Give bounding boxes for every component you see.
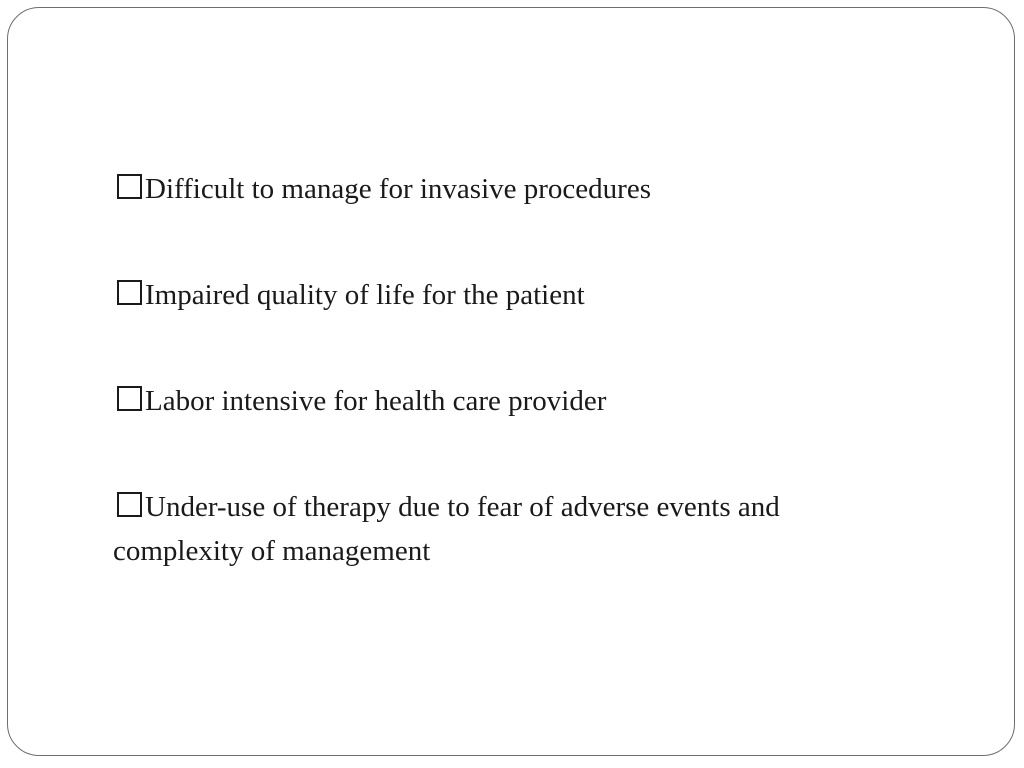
bullet-list (113, 167, 913, 635)
bullet-text: Labor intensive for health care provider (145, 385, 607, 417)
bullet-text: Difficult to manage for invasive procedures (145, 173, 651, 205)
bullet-item (113, 379, 913, 423)
bullet-item (113, 167, 913, 211)
bullet-item (113, 273, 913, 317)
checkbox-bullet-icon (117, 174, 142, 199)
bullet-text: Under-use of therapy due to fear of adverse events and complexity of management (113, 491, 780, 567)
checkbox-bullet-icon (117, 280, 142, 305)
bullet-item (113, 485, 913, 573)
checkbox-bullet-icon (117, 492, 142, 517)
bullet-text: Impaired quality of life for the patient (145, 279, 585, 311)
checkbox-bullet-icon (117, 386, 142, 411)
